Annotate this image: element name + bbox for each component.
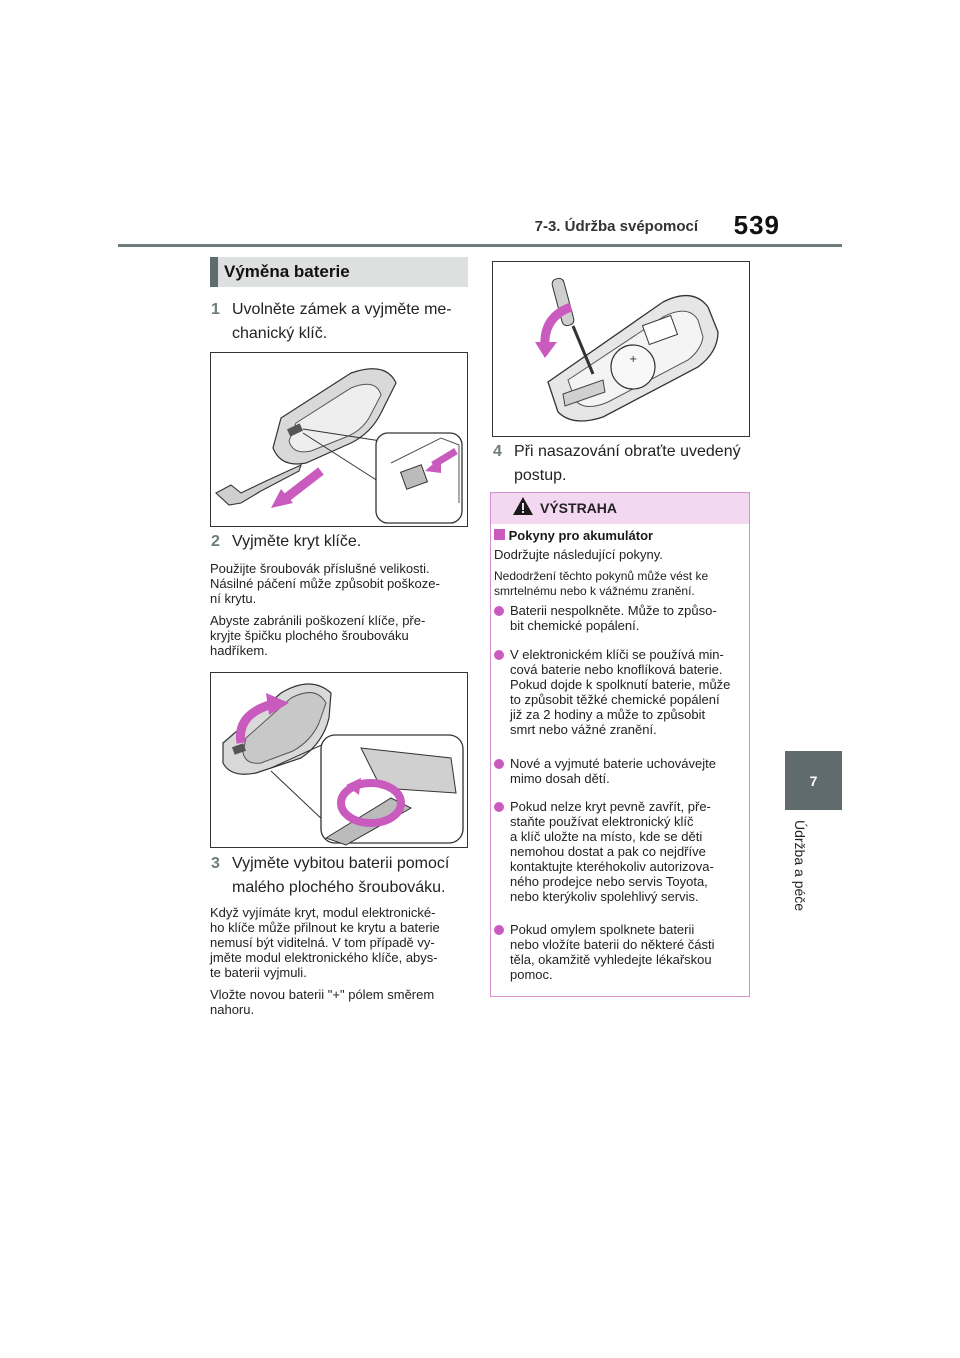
text-line: jměte modul elektronického klíče, abys-: [210, 950, 438, 965]
warning-subheading: [494, 528, 744, 543]
chapter-number: 7: [809, 772, 818, 789]
step-text-line: Při nasazování obraťte uvedený: [514, 443, 741, 460]
text-line: Baterii nespolkněte. Může to způso-: [510, 603, 717, 618]
text-line: Nové a vyjmuté baterie uchovávejte: [510, 756, 716, 771]
text-line: nebo kterýkoliv spolehlivý servis.: [510, 889, 699, 904]
step2-note-2: [210, 613, 475, 658]
section-heading: Výměna baterie: [210, 257, 468, 287]
text-line: Použijte šroubovák příslušné velikosti.: [210, 561, 430, 576]
text-line: Abyste zabránili poškození klíče, pře-: [210, 613, 426, 628]
text-line: mimo dosah dětí.: [510, 771, 610, 786]
step-3: [211, 852, 471, 902]
warning-intro-2: [494, 569, 746, 599]
page-number: 539: [733, 210, 780, 240]
text-line: nemohou dostat a pak co nejdříve: [510, 844, 706, 859]
step-text-line: malého plochého šroubováku.: [232, 879, 446, 896]
text-line: hadříkem.: [210, 643, 268, 658]
step2-note-1: [210, 561, 475, 606]
key-fob-illustration: [211, 353, 467, 526]
text-line: to způsobit těžké chemické popálení: [510, 692, 720, 707]
text-line: V elektronickém klíči se používá min-: [510, 647, 724, 662]
text-line: Pokud nelze kryt pevně zavřít, pře-: [510, 799, 711, 814]
text-line: nahoru.: [210, 1002, 255, 1017]
step-1: [211, 298, 471, 348]
round-bullet-icon: [494, 802, 504, 812]
warning-item: [494, 756, 746, 786]
text-line: a klíč uložte na místo, kde se děti: [510, 829, 703, 844]
step-number: 3: [211, 855, 220, 872]
text-line: těla, okamžitě vyhledejte lékařskou: [510, 952, 712, 967]
text-line: nemusí být viditelná. V tom případě vy-: [210, 935, 435, 950]
header-divider: [118, 244, 842, 247]
figure-remove-battery: [492, 261, 750, 437]
step-4: [493, 440, 753, 490]
warning-item: [494, 603, 746, 633]
warning-item: [494, 799, 746, 904]
text-line: Násilné páčení může způsobit poškoze-: [210, 576, 440, 591]
text-line: nebo vložíte baterii do některé části: [510, 937, 715, 952]
chapter-label: Údržba a péče: [792, 820, 808, 912]
svg-text:+: +: [629, 354, 638, 365]
battery-removal-illustration: [493, 262, 749, 436]
step-number: 4: [493, 443, 502, 460]
step3-note-1: [210, 905, 475, 980]
text-line: kontaktujte kteréhokoliv autorizova-: [510, 859, 714, 874]
step-text-line: Vyjměte vybitou baterii pomocí: [232, 855, 450, 872]
key-cover-illustration: [211, 673, 467, 847]
text-line: kryjte špičku plochého šroubováku: [210, 628, 409, 643]
round-bullet-icon: [494, 759, 504, 769]
square-bullet-icon: [494, 529, 505, 540]
text-line: bit chemické popálení.: [510, 618, 640, 633]
text-line: cová baterie nebo knoflíková baterie.: [510, 662, 723, 677]
text-line: ní krytu.: [210, 591, 257, 606]
text-line: Pokud omylem spolknete baterii: [510, 922, 695, 937]
step-text-line: chanický klíč.: [232, 325, 328, 342]
text-line: Nedodržení těchto pokynů může vést ke: [494, 569, 709, 583]
warning-subheading-text: Pokyny pro akumulátor: [508, 528, 654, 543]
step-number: 1: [211, 301, 220, 318]
chapter-tab: [785, 751, 842, 810]
step-text-line: Uvolněte zámek a vyjměte me-: [232, 301, 452, 318]
text-line: smrt nebo vážné zranění.: [510, 722, 657, 737]
figure-remove-mechanical-key: [210, 352, 468, 527]
text-line: Pokud dojde k spolknutí baterie, může: [510, 677, 731, 692]
text-line: ho klíče může přilnout ke krytu a baterie: [210, 920, 440, 935]
text-line: pomoc.: [510, 967, 553, 982]
round-bullet-icon: [494, 650, 504, 660]
text-line: te baterii vyjmuli.: [210, 965, 307, 980]
step-text-line: Vyjměte kryt klíče.: [232, 533, 362, 550]
round-bullet-icon: [494, 925, 504, 935]
round-bullet-icon: [494, 606, 504, 616]
header-section-title: 7-3. Údržba svépomocí: [534, 218, 698, 235]
warning-intro-1: Dodržujte následující pokyny.: [494, 547, 663, 562]
step-number: 2: [211, 533, 220, 550]
warning-triangle-icon: [512, 496, 534, 516]
step-text-line: postup.: [514, 467, 567, 484]
warning-item: [494, 647, 746, 737]
warning-item: [494, 922, 746, 982]
text-line: Když vyjímáte kryt, modul elektronické-: [210, 905, 436, 920]
text-line: ného prodejce nebo servis Toyota,: [510, 874, 708, 889]
text-line: smrtelnému nebo k vážnému zranění.: [494, 584, 695, 598]
text-line: již za 2 hodiny a může to způsobit: [510, 707, 706, 722]
text-line: staňte používat elektronický klíč: [510, 814, 694, 829]
warning-title: VÝSTRAHA: [540, 500, 618, 516]
figure-remove-key-cover: [210, 672, 468, 848]
step3-note-2: [210, 987, 475, 1017]
text-line: Vložte novou baterii "+" pólem směrem: [210, 987, 435, 1002]
step-2: [211, 530, 471, 554]
